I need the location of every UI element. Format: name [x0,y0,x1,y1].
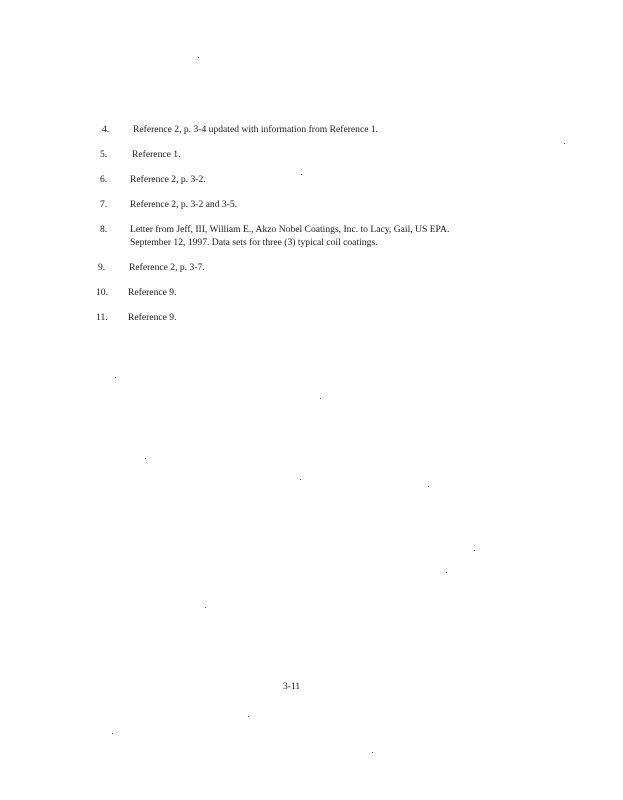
scan-speck [320,398,321,399]
scan-speck [198,57,199,58]
reference-text: Letter from Jeff, III, William E., Akzo Nobel Coatings, Inc. to Lacy, Gail, US EPA. September 12, 1997. Data sets for three (3) typical coil coatings. [130,224,450,248]
scan-speck [428,486,429,487]
scan-speck [145,458,146,459]
scan-speck [205,607,206,608]
reference-text: Reference 9. [128,287,177,298]
scan-speck [112,733,113,734]
reference-text: Reference 2, p. 3-2 and 3-5. [130,199,238,210]
scan-speck [115,377,116,378]
reference-number: 9. [98,262,106,273]
page-number: 3-11 [283,681,301,692]
reference-number: 11. [96,312,108,323]
reference-text: Reference 2, p. 3-2. [130,174,206,185]
reference-number: 4. [102,124,110,135]
reference-text: Reference 9. [128,312,177,323]
reference-number: 6. [100,174,108,185]
scan-speck [301,174,302,175]
reference-number: 8. [100,224,108,235]
reference-text: Reference 1. [132,149,181,160]
reference-text: Reference 2, p. 3-7. [129,262,205,273]
reference-number: 5. [100,149,108,160]
reference-text: Reference 2, p. 3-4 updated with information from Reference 1. [133,124,379,135]
scan-speck [564,143,565,144]
scan-speck [248,716,249,717]
scan-speck [372,752,373,753]
scan-speck [300,479,301,480]
scan-speck [446,572,447,573]
reference-number: 10. [96,287,108,298]
scan-speck [474,550,475,551]
reference-number: 7. [100,199,108,210]
